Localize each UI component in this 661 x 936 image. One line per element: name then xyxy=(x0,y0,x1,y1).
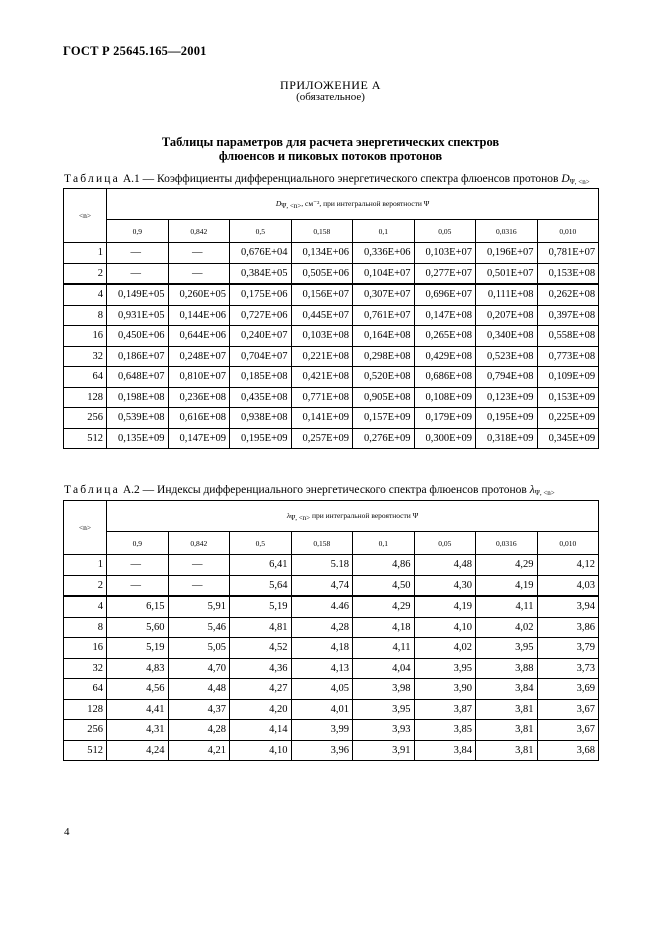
table2-column-header: 0,1 xyxy=(353,532,415,555)
value-cell: 0,149E+05 xyxy=(107,284,169,305)
value-cell: 4,81 xyxy=(230,617,292,638)
value-cell: 3,88 xyxy=(476,658,538,679)
row-n-cell: 4 xyxy=(64,284,107,305)
value-cell: 4,13 xyxy=(291,658,353,679)
value-cell: 0,938E+08 xyxy=(230,408,292,429)
row-n-cell: 4 xyxy=(64,596,107,617)
table2-caption-text: А.2 — Индексы дифференциального энергетического спектра флюенсов протонов xyxy=(122,484,530,496)
table-row xyxy=(64,679,599,700)
value-cell: 3,95 xyxy=(476,638,538,659)
table-row xyxy=(64,720,599,741)
value-cell: 4,28 xyxy=(291,617,353,638)
value-cell: 4,28 xyxy=(168,720,230,741)
value-cell: 4,04 xyxy=(353,658,415,679)
value-cell: 4,70 xyxy=(168,658,230,679)
value-cell: 3,91 xyxy=(353,740,415,761)
value-cell: 0,520E+08 xyxy=(353,367,415,388)
value-cell: 0,345E+09 xyxy=(537,428,599,449)
value-cell: 3,84 xyxy=(476,679,538,700)
value-cell: 0,195E+09 xyxy=(230,428,292,449)
table-row xyxy=(64,305,599,326)
value-cell: 3,90 xyxy=(414,679,476,700)
value-cell: 4,18 xyxy=(353,617,415,638)
value-cell: 0,103E+08 xyxy=(291,326,353,347)
table-row xyxy=(64,658,599,679)
value-cell: 0,307E+07 xyxy=(353,284,415,305)
value-cell: 4,11 xyxy=(476,596,538,617)
value-cell: 4,27 xyxy=(230,679,292,700)
value-cell: 0,810E+07 xyxy=(168,367,230,388)
value-cell: 0,277E+07 xyxy=(414,263,476,284)
value-cell: 5,19 xyxy=(107,638,169,659)
value-cell: 0,103E+07 xyxy=(414,243,476,264)
value-cell: 0,265E+08 xyxy=(414,326,476,347)
table1-column-header: 0,0316 xyxy=(476,220,538,243)
value-cell: 4,11 xyxy=(353,638,415,659)
page-number: 4 xyxy=(64,826,70,838)
table-row xyxy=(64,408,599,429)
value-cell: 0,141E+09 xyxy=(291,408,353,429)
table2-column-header: 0,05 xyxy=(414,532,476,555)
row-n-cell: 64 xyxy=(64,367,107,388)
row-n-cell: 64 xyxy=(64,679,107,700)
value-cell: 0,179E+09 xyxy=(414,408,476,429)
document-header: ГОСТ Р 25645.165—2001 xyxy=(63,44,207,58)
table1-column-header: 0,1 xyxy=(353,220,415,243)
table1-column-header: 0,9 xyxy=(107,220,169,243)
value-cell: — xyxy=(168,575,230,596)
value-cell: 5,05 xyxy=(168,638,230,659)
value-cell: 0,186E+07 xyxy=(107,346,169,367)
table1-caption-subscript: Ψ, <n> xyxy=(569,178,590,186)
value-cell: 0,648E+07 xyxy=(107,367,169,388)
value-cell: 4,05 xyxy=(291,679,353,700)
value-cell: 3,79 xyxy=(537,638,599,659)
value-cell: 0,676E+04 xyxy=(230,243,292,264)
appendix-title: ПРИЛОЖЕНИЕ А xyxy=(280,78,381,92)
value-cell: 0,135E+09 xyxy=(107,428,169,449)
value-cell: 3,93 xyxy=(353,720,415,741)
value-cell: 0,298E+08 xyxy=(353,346,415,367)
table-row xyxy=(64,617,599,638)
table1-column-header: 0,010 xyxy=(537,220,599,243)
value-cell: 0,207E+08 xyxy=(476,305,538,326)
value-cell: 3,95 xyxy=(353,699,415,720)
value-cell: 5,46 xyxy=(168,617,230,638)
value-cell: 0,727E+06 xyxy=(230,305,292,326)
value-cell: 4,52 xyxy=(230,638,292,659)
table1-group-header xyxy=(107,189,599,220)
value-cell: 4,29 xyxy=(353,596,415,617)
value-cell: 5,19 xyxy=(230,596,292,617)
value-cell: 4.46 xyxy=(291,596,353,617)
value-cell: 0,300E+09 xyxy=(414,428,476,449)
table2-group-header xyxy=(107,501,599,532)
row-n-cell: 32 xyxy=(64,658,107,679)
value-cell: 4,56 xyxy=(107,679,169,700)
table2-column-header: 0,158 xyxy=(291,532,353,555)
table2-caption-symbol: λ xyxy=(529,484,535,496)
value-cell: 0,260E+05 xyxy=(168,284,230,305)
appendix-subtitle: (обязательное) xyxy=(296,91,365,103)
value-cell: 0,198E+08 xyxy=(107,387,169,408)
value-cell: 0,109E+09 xyxy=(537,367,599,388)
value-cell: — xyxy=(168,263,230,284)
value-cell: 3,94 xyxy=(537,596,599,617)
table2-column-header: 0,9 xyxy=(107,532,169,555)
value-cell: 4,41 xyxy=(107,699,169,720)
table-row xyxy=(64,243,599,264)
value-cell: 0,318E+09 xyxy=(476,428,538,449)
table1-group-subscript: Ψ, <n> xyxy=(281,201,302,210)
table2-caption xyxy=(64,484,555,497)
table2-caption-label: Таблица xyxy=(64,484,120,496)
row-n-cell: 128 xyxy=(64,699,107,720)
value-cell: 4,02 xyxy=(414,638,476,659)
value-cell: 3,99 xyxy=(291,720,353,741)
row-n-cell: 2 xyxy=(64,575,107,596)
value-cell: 0,771E+08 xyxy=(291,387,353,408)
value-cell: 0,134E+06 xyxy=(291,243,353,264)
value-cell: 4,74 xyxy=(291,575,353,596)
value-cell: 0,450E+06 xyxy=(107,326,169,347)
value-cell: 4,01 xyxy=(291,699,353,720)
row-n-cell: 32 xyxy=(64,346,107,367)
value-cell: 4,31 xyxy=(107,720,169,741)
value-cell: 0,104E+07 xyxy=(353,263,415,284)
value-cell: 0,781E+07 xyxy=(537,243,599,264)
value-cell: 4,21 xyxy=(168,740,230,761)
value-cell: 0,644E+06 xyxy=(168,326,230,347)
value-cell: 0,147E+08 xyxy=(414,305,476,326)
value-cell: 3,87 xyxy=(414,699,476,720)
value-cell: 5,64 xyxy=(230,575,292,596)
value-cell: 0,397E+08 xyxy=(537,305,599,326)
value-cell: 0,147E+09 xyxy=(168,428,230,449)
table-row xyxy=(64,575,599,596)
row-n-cell: 2 xyxy=(64,263,107,284)
value-cell: 0,153E+08 xyxy=(537,263,599,284)
value-cell: 0,616E+08 xyxy=(168,408,230,429)
value-cell: 0,248E+07 xyxy=(168,346,230,367)
row-n-cell: 16 xyxy=(64,638,107,659)
value-cell: 0,686E+08 xyxy=(414,367,476,388)
table-row xyxy=(64,638,599,659)
value-cell: 0,336E+06 xyxy=(353,243,415,264)
table-row xyxy=(64,428,599,449)
table1-caption-symbol: D xyxy=(561,173,570,185)
table-row xyxy=(64,346,599,367)
value-cell: 4,19 xyxy=(414,596,476,617)
table-row xyxy=(64,699,599,720)
value-cell: 3,81 xyxy=(476,699,538,720)
value-cell: 4,10 xyxy=(230,740,292,761)
value-cell: 0,257E+09 xyxy=(291,428,353,449)
value-cell: 0,558E+08 xyxy=(537,326,599,347)
value-cell: 4,10 xyxy=(414,617,476,638)
value-cell: 3,95 xyxy=(414,658,476,679)
value-cell: 0,175E+06 xyxy=(230,284,292,305)
value-cell: 4,02 xyxy=(476,617,538,638)
value-cell: 0,276E+09 xyxy=(353,428,415,449)
value-cell: 3,81 xyxy=(476,720,538,741)
value-cell: 0,931E+05 xyxy=(107,305,169,326)
value-cell: 4,86 xyxy=(353,555,415,576)
table-row xyxy=(64,326,599,347)
table2-column-header: 0,0316 xyxy=(476,532,538,555)
row-n-cell: 256 xyxy=(64,720,107,741)
value-cell: 0,445E+07 xyxy=(291,305,353,326)
value-cell: 0,108E+09 xyxy=(414,387,476,408)
table1-column-header: 0,5 xyxy=(230,220,292,243)
table1-caption xyxy=(64,173,590,186)
value-cell: 3,67 xyxy=(537,699,599,720)
value-cell: 0,340E+08 xyxy=(476,326,538,347)
value-cell: 0,501E+07 xyxy=(476,263,538,284)
row-n-cell: 8 xyxy=(64,617,107,638)
table2-column-header: 0,5 xyxy=(230,532,292,555)
table-row xyxy=(64,740,599,761)
value-cell: 0,696E+07 xyxy=(414,284,476,305)
value-cell: 0,221E+08 xyxy=(291,346,353,367)
value-cell: 0,240E+07 xyxy=(230,326,292,347)
value-cell: 0,704E+07 xyxy=(230,346,292,367)
table1-caption-label: Таблица xyxy=(64,173,120,185)
table1 xyxy=(63,188,599,449)
value-cell: 0,185E+08 xyxy=(230,367,292,388)
value-cell: 4,14 xyxy=(230,720,292,741)
value-cell: — xyxy=(107,263,169,284)
table2-column-header: 0,010 xyxy=(537,532,599,555)
value-cell: 6,15 xyxy=(107,596,169,617)
value-cell: 4,48 xyxy=(414,555,476,576)
table-row xyxy=(64,284,599,305)
table-row xyxy=(64,387,599,408)
value-cell: 4,19 xyxy=(476,575,538,596)
table2-n-header: <n> xyxy=(64,501,107,555)
value-cell: — xyxy=(168,243,230,264)
value-cell: 0,156E+07 xyxy=(291,284,353,305)
value-cell: 4,30 xyxy=(414,575,476,596)
table2-group-subscript: Ψ, <n> xyxy=(290,513,311,522)
value-cell: 0,164E+08 xyxy=(353,326,415,347)
table-row xyxy=(64,263,599,284)
value-cell: 3,81 xyxy=(476,740,538,761)
row-n-cell: 8 xyxy=(64,305,107,326)
row-n-cell: 16 xyxy=(64,326,107,347)
value-cell: 0,539E+08 xyxy=(107,408,169,429)
row-n-cell: 1 xyxy=(64,243,107,264)
value-cell: 3,86 xyxy=(537,617,599,638)
table-row xyxy=(64,555,599,576)
value-cell: 4,03 xyxy=(537,575,599,596)
value-cell: 3,85 xyxy=(414,720,476,741)
value-cell: 0,111E+08 xyxy=(476,284,538,305)
table2-group-text: при интегральной вероятности Ψ xyxy=(310,510,419,520)
value-cell: 0,435E+08 xyxy=(230,387,292,408)
value-cell: 4,83 xyxy=(107,658,169,679)
table2-caption-subscript: Ψ, <n> xyxy=(534,489,555,497)
table2-group-symbol: λ xyxy=(286,510,291,520)
value-cell: 0,195E+09 xyxy=(476,408,538,429)
value-cell: 4,24 xyxy=(107,740,169,761)
value-cell: 0,225E+09 xyxy=(537,408,599,429)
value-cell: — xyxy=(107,555,169,576)
table2-column-header: 0,842 xyxy=(168,532,230,555)
table1-n-header: <n> xyxy=(64,189,107,243)
value-cell: 4,50 xyxy=(353,575,415,596)
value-cell: 0,421E+08 xyxy=(291,367,353,388)
value-cell: 6,41 xyxy=(230,555,292,576)
table-row xyxy=(64,367,599,388)
table2 xyxy=(63,500,599,761)
value-cell: 3,69 xyxy=(537,679,599,700)
row-n-cell: 1 xyxy=(64,555,107,576)
table1-column-header: 0,05 xyxy=(414,220,476,243)
value-cell: — xyxy=(168,555,230,576)
value-cell: 0,153E+09 xyxy=(537,387,599,408)
value-cell: 4,36 xyxy=(230,658,292,679)
value-cell: 0,905E+08 xyxy=(353,387,415,408)
value-cell: 3,84 xyxy=(414,740,476,761)
table1-column-header: 0,158 xyxy=(291,220,353,243)
value-cell: 4,18 xyxy=(291,638,353,659)
value-cell: 4,12 xyxy=(537,555,599,576)
value-cell: 3,73 xyxy=(537,658,599,679)
row-n-cell: 256 xyxy=(64,408,107,429)
table1-caption-text: А.1 — Коэффициенты дифференциального энергетического спектра флюенсов протонов xyxy=(122,173,562,185)
value-cell: 0,384E+05 xyxy=(230,263,292,284)
value-cell: 3,68 xyxy=(537,740,599,761)
row-n-cell: 512 xyxy=(64,740,107,761)
value-cell: 0,429E+08 xyxy=(414,346,476,367)
value-cell: 0,123E+09 xyxy=(476,387,538,408)
main-title-line-1: Таблицы параметров для расчета энергетических спектров xyxy=(161,135,500,149)
value-cell: — xyxy=(107,243,169,264)
value-cell: 0,236E+08 xyxy=(168,387,230,408)
table-row xyxy=(64,596,599,617)
value-cell: 0,157E+09 xyxy=(353,408,415,429)
value-cell: 0,505E+06 xyxy=(291,263,353,284)
main-title-line-2: флюенсов и пиковых потоков протонов xyxy=(218,149,443,163)
table1-column-header: 0,842 xyxy=(168,220,230,243)
value-cell: 3,96 xyxy=(291,740,353,761)
value-cell: 0,196E+07 xyxy=(476,243,538,264)
value-cell: 4,20 xyxy=(230,699,292,720)
value-cell: 5,91 xyxy=(168,596,230,617)
value-cell: 0,262E+08 xyxy=(537,284,599,305)
value-cell: 4,48 xyxy=(168,679,230,700)
value-cell: 0,144E+06 xyxy=(168,305,230,326)
row-n-cell: 128 xyxy=(64,387,107,408)
row-n-cell: 512 xyxy=(64,428,107,449)
value-cell: 0,523E+08 xyxy=(476,346,538,367)
value-cell: 0,761E+07 xyxy=(353,305,415,326)
table1-group-symbol: D xyxy=(275,198,282,208)
value-cell: 0,773E+08 xyxy=(537,346,599,367)
value-cell: 4,37 xyxy=(168,699,230,720)
value-cell: 5.18 xyxy=(291,555,353,576)
value-cell: 0,794E+08 xyxy=(476,367,538,388)
value-cell: — xyxy=(107,575,169,596)
value-cell: 3,98 xyxy=(353,679,415,700)
value-cell: 4,29 xyxy=(476,555,538,576)
table1-group-text: , см⁻², при интегральной вероятности Ψ xyxy=(301,198,430,208)
value-cell: 5,60 xyxy=(107,617,169,638)
value-cell: 3,67 xyxy=(537,720,599,741)
